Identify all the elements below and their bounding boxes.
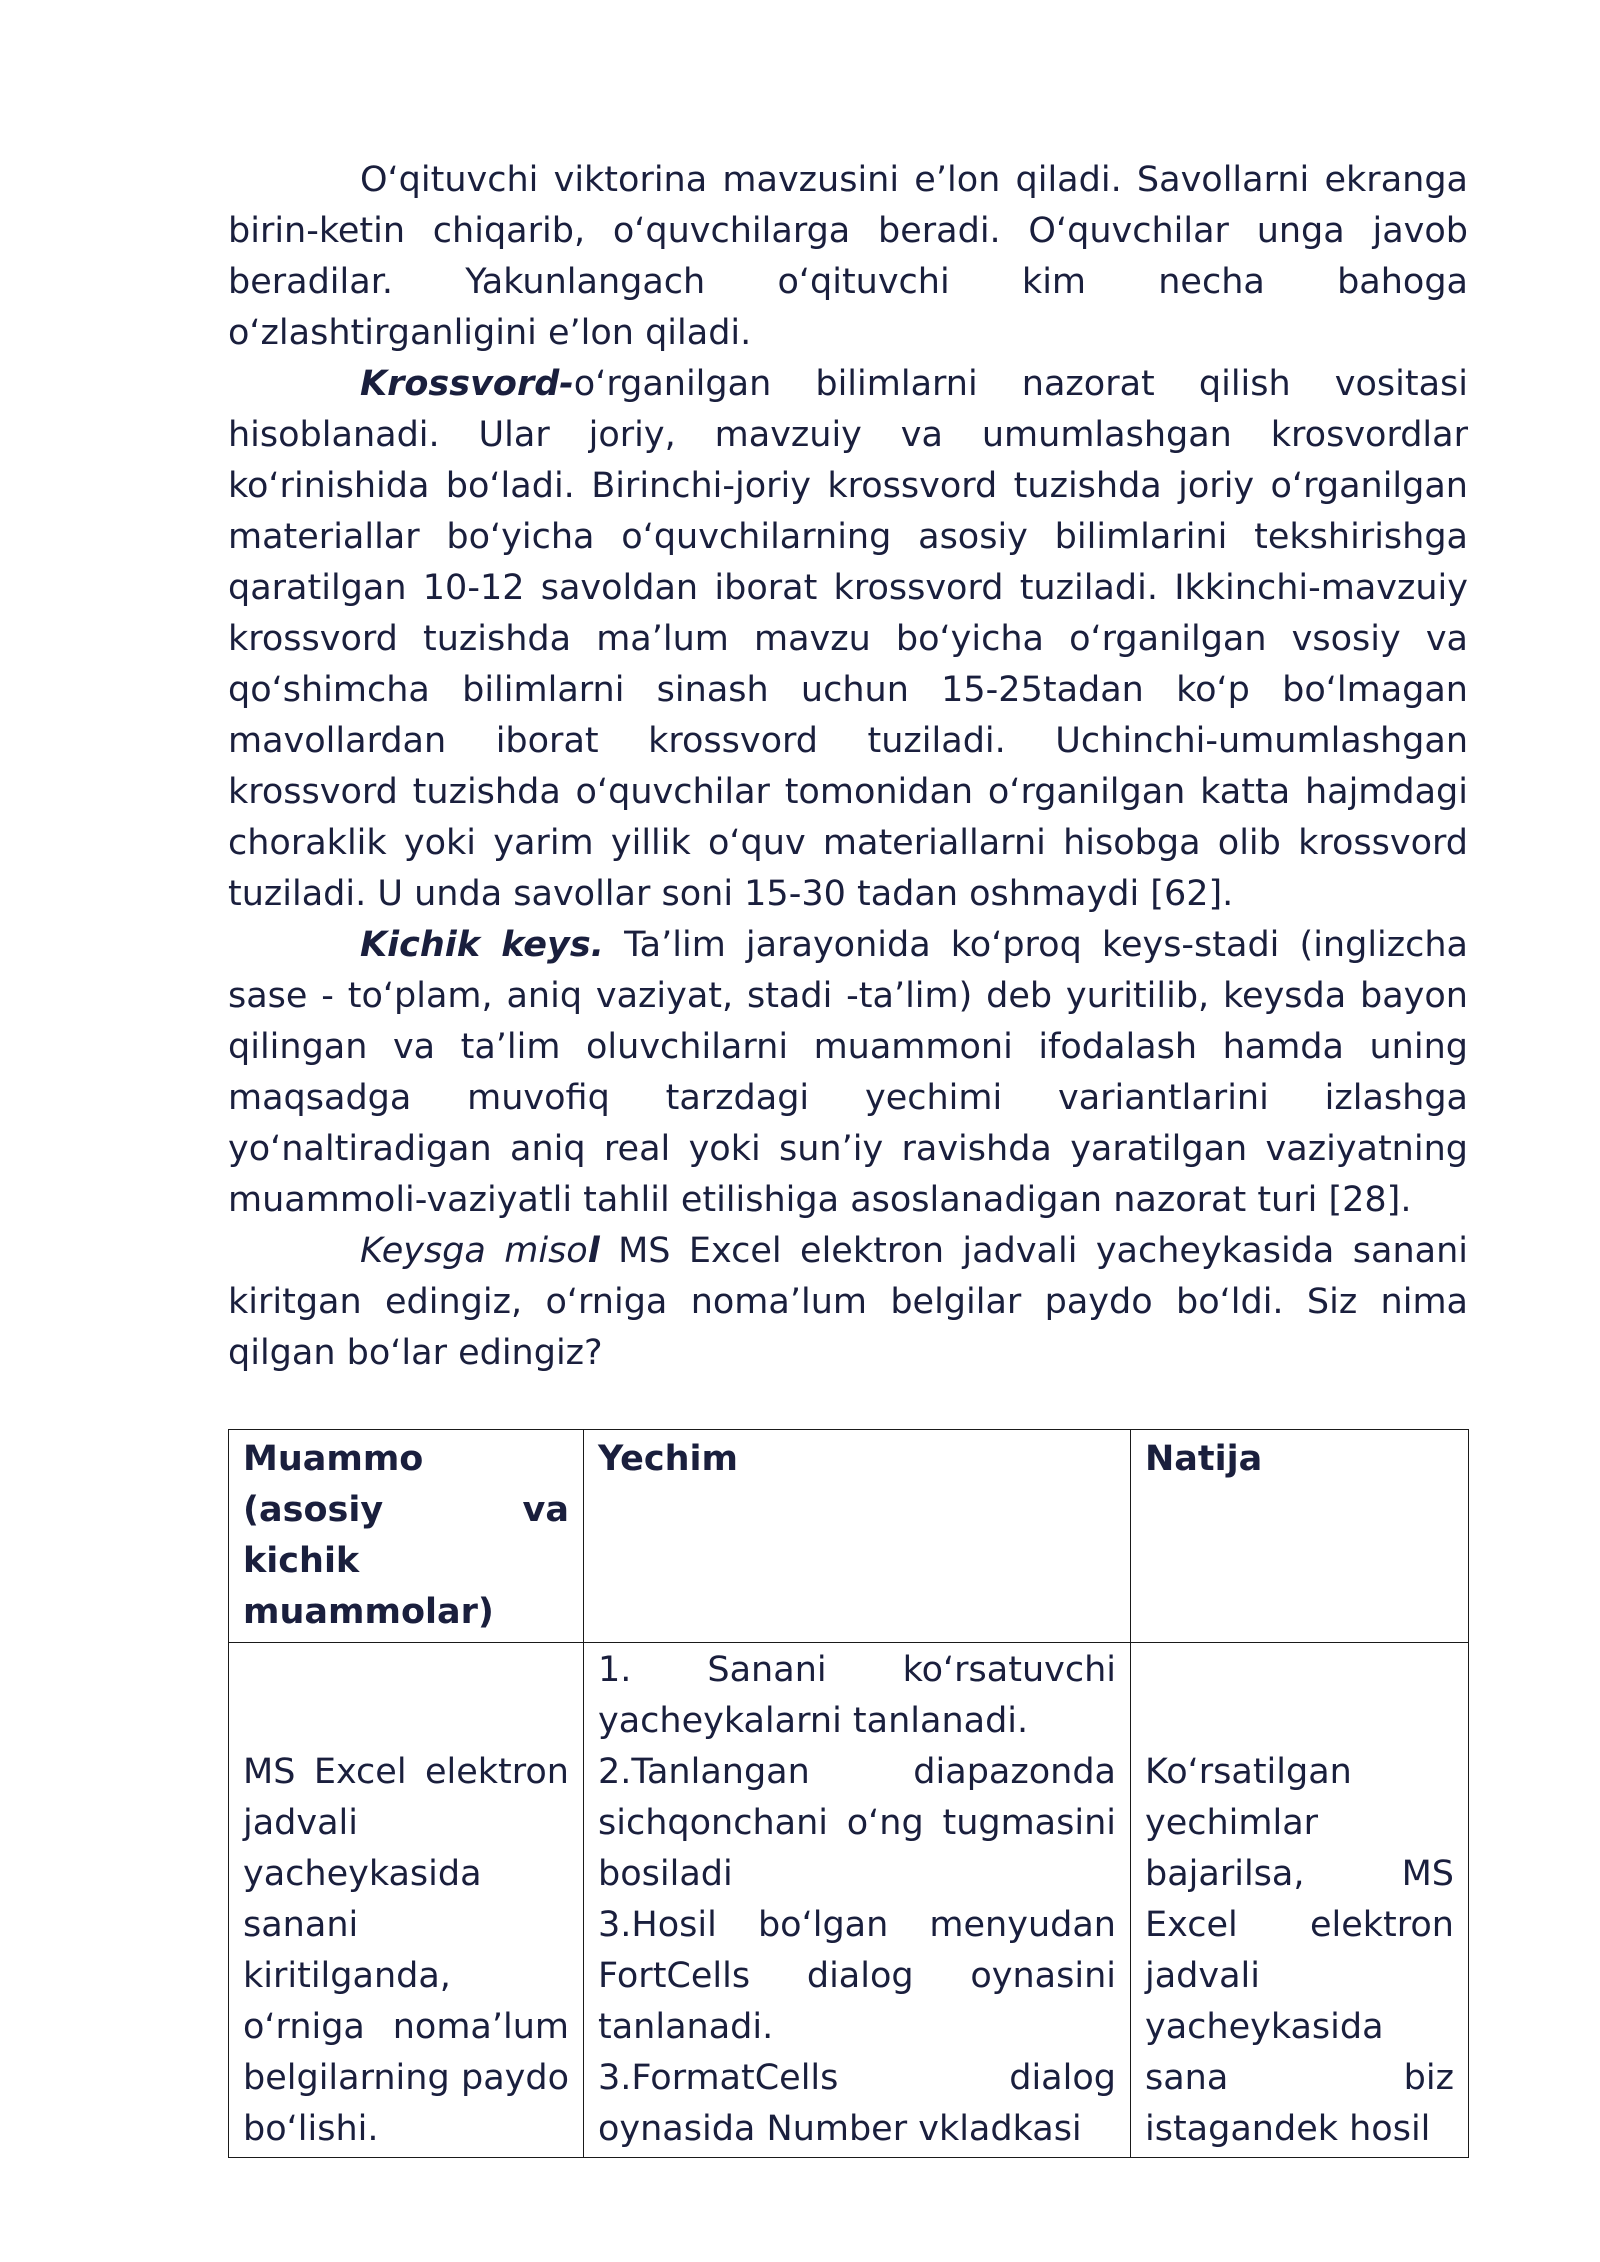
cell-result xyxy=(1131,1643,1469,2158)
paragraph-case-example xyxy=(228,1226,1468,1379)
case-example-term-end: l xyxy=(587,1231,600,1271)
header-solution: Yechim xyxy=(584,1430,1131,1643)
solution-step-3: 3.Hosil bo‘lgan menyudan FortCells dialog oynasini tanlanadi. xyxy=(598,1905,1116,2047)
result-text: Ko‘rsatilgan yechimlar bajarilsa, MS Excel elektron jadvali yacheykasida sana biz istagandek hosil xyxy=(1145,1752,1454,2149)
paragraph-crossword xyxy=(228,359,1468,920)
case-example-term: Keysga miso xyxy=(360,1231,588,1271)
header-problem: Muammo (asosiy va kichik muammolar) xyxy=(229,1430,584,1643)
paragraph-small-case xyxy=(228,920,1468,1226)
solution-step-4: 3.FormatCells dialog oynasida Number vkladkasi xyxy=(598,2058,1116,2149)
paragraph-quiz-text: O‘qituvchi viktorina mavzusini e’lon qiladi. Savollarni ekranga birin-ketin chiqarib, o‘quvchilarga beradi. O‘quvchilar unga javob beradilar. Yakunlangach o‘qituvchi kim necha bahoga o‘zlashtirganligini e’lon qiladi. xyxy=(228,160,1468,353)
paragraph-quiz xyxy=(228,155,1468,359)
solution-step-1: 1. Sanani ko‘rsatuvchi yacheykalarni tanlanadi. xyxy=(598,1650,1116,1741)
header-result: Natija xyxy=(1131,1430,1469,1643)
document-page xyxy=(228,155,1468,2158)
case-table xyxy=(228,1429,1469,2158)
crossword-term: Krossvord- xyxy=(360,364,574,404)
problem-text: MS Excel elektron jadvali yacheykasida sanani kiritilganda, o‘rniga noma’lum belgilarning paydo bo‘lishi. xyxy=(243,1752,569,2149)
small-case-term: Kichik keys. xyxy=(360,925,604,965)
solution-step-2: 2.Tanlangan diapazonda sichqonchani o‘ng tugmasini bosiladi xyxy=(598,1752,1116,1894)
table-row xyxy=(229,1643,1469,2158)
cell-solution xyxy=(584,1643,1131,2158)
paragraph-small-case-text: Ta’lim jarayonida ko‘proq keys-stadi (inglizcha sase - to‘plam, aniq vaziyat, stadi -ta’lim) deb yuritilib, keysda bayon qilingan va ta’lim oluvchilarni muammoni ifodalash hamda uning maqsadga muvofiq tarzdagi yechimi variantlarini izlashga yo‘naltiradigan aniq real yoki sun’iy ravishda yaratilgan vaziyatning muammoli-vaziyatli tahlil etilishiga asoslanadigan nazorat turi [28]. xyxy=(228,925,1469,1220)
cell-problem xyxy=(229,1643,584,2158)
spacer xyxy=(228,1379,1468,1429)
paragraph-crossword-text: o‘rganilgan bilimlarni nazorat qilish vositasi hisoblanadi. Ular joriy, mavzuiy va umumlashgan krosvordlar ko‘rinishida bo‘ladi. Birinchi-joriy krossvord tuzishda joriy o‘rganilgan materiallar bo‘yicha o‘quvchilarning asosiy bilimlarini tekshirishga qaratilgan 10-12 savoldan iborat krossvord tuziladi. Ikkinchi-mavzuiy krossvord tuzishda ma’lum mavzu bo‘yicha o‘rganilgan vsosiy va qo‘shimcha bilimlarni sinash uchun 15-25tadan ko‘p bo‘lmagan mavollardan iborat krossvord tuziladi. Uchinchi-umumlashgan krossvord tuzishda o‘quvchilar tomonidan o‘rganilgan katta hajmdagi choraklik yoki yarim yillik o‘quv materiallarni hisobga olib krossvord tuziladi. U unda savollar soni 15-30 tadan oshmaydi [62]. xyxy=(228,364,1468,914)
table-header-row xyxy=(229,1430,1469,1643)
paragraph-case-example-text: MS Excel elektron jadvali yacheykasida sanani kiritgan edingiz, o‘rniga noma’lum belgilar paydo bo‘ldi. Siz nima qilgan bo‘lar edingiz? xyxy=(228,1231,1468,1373)
